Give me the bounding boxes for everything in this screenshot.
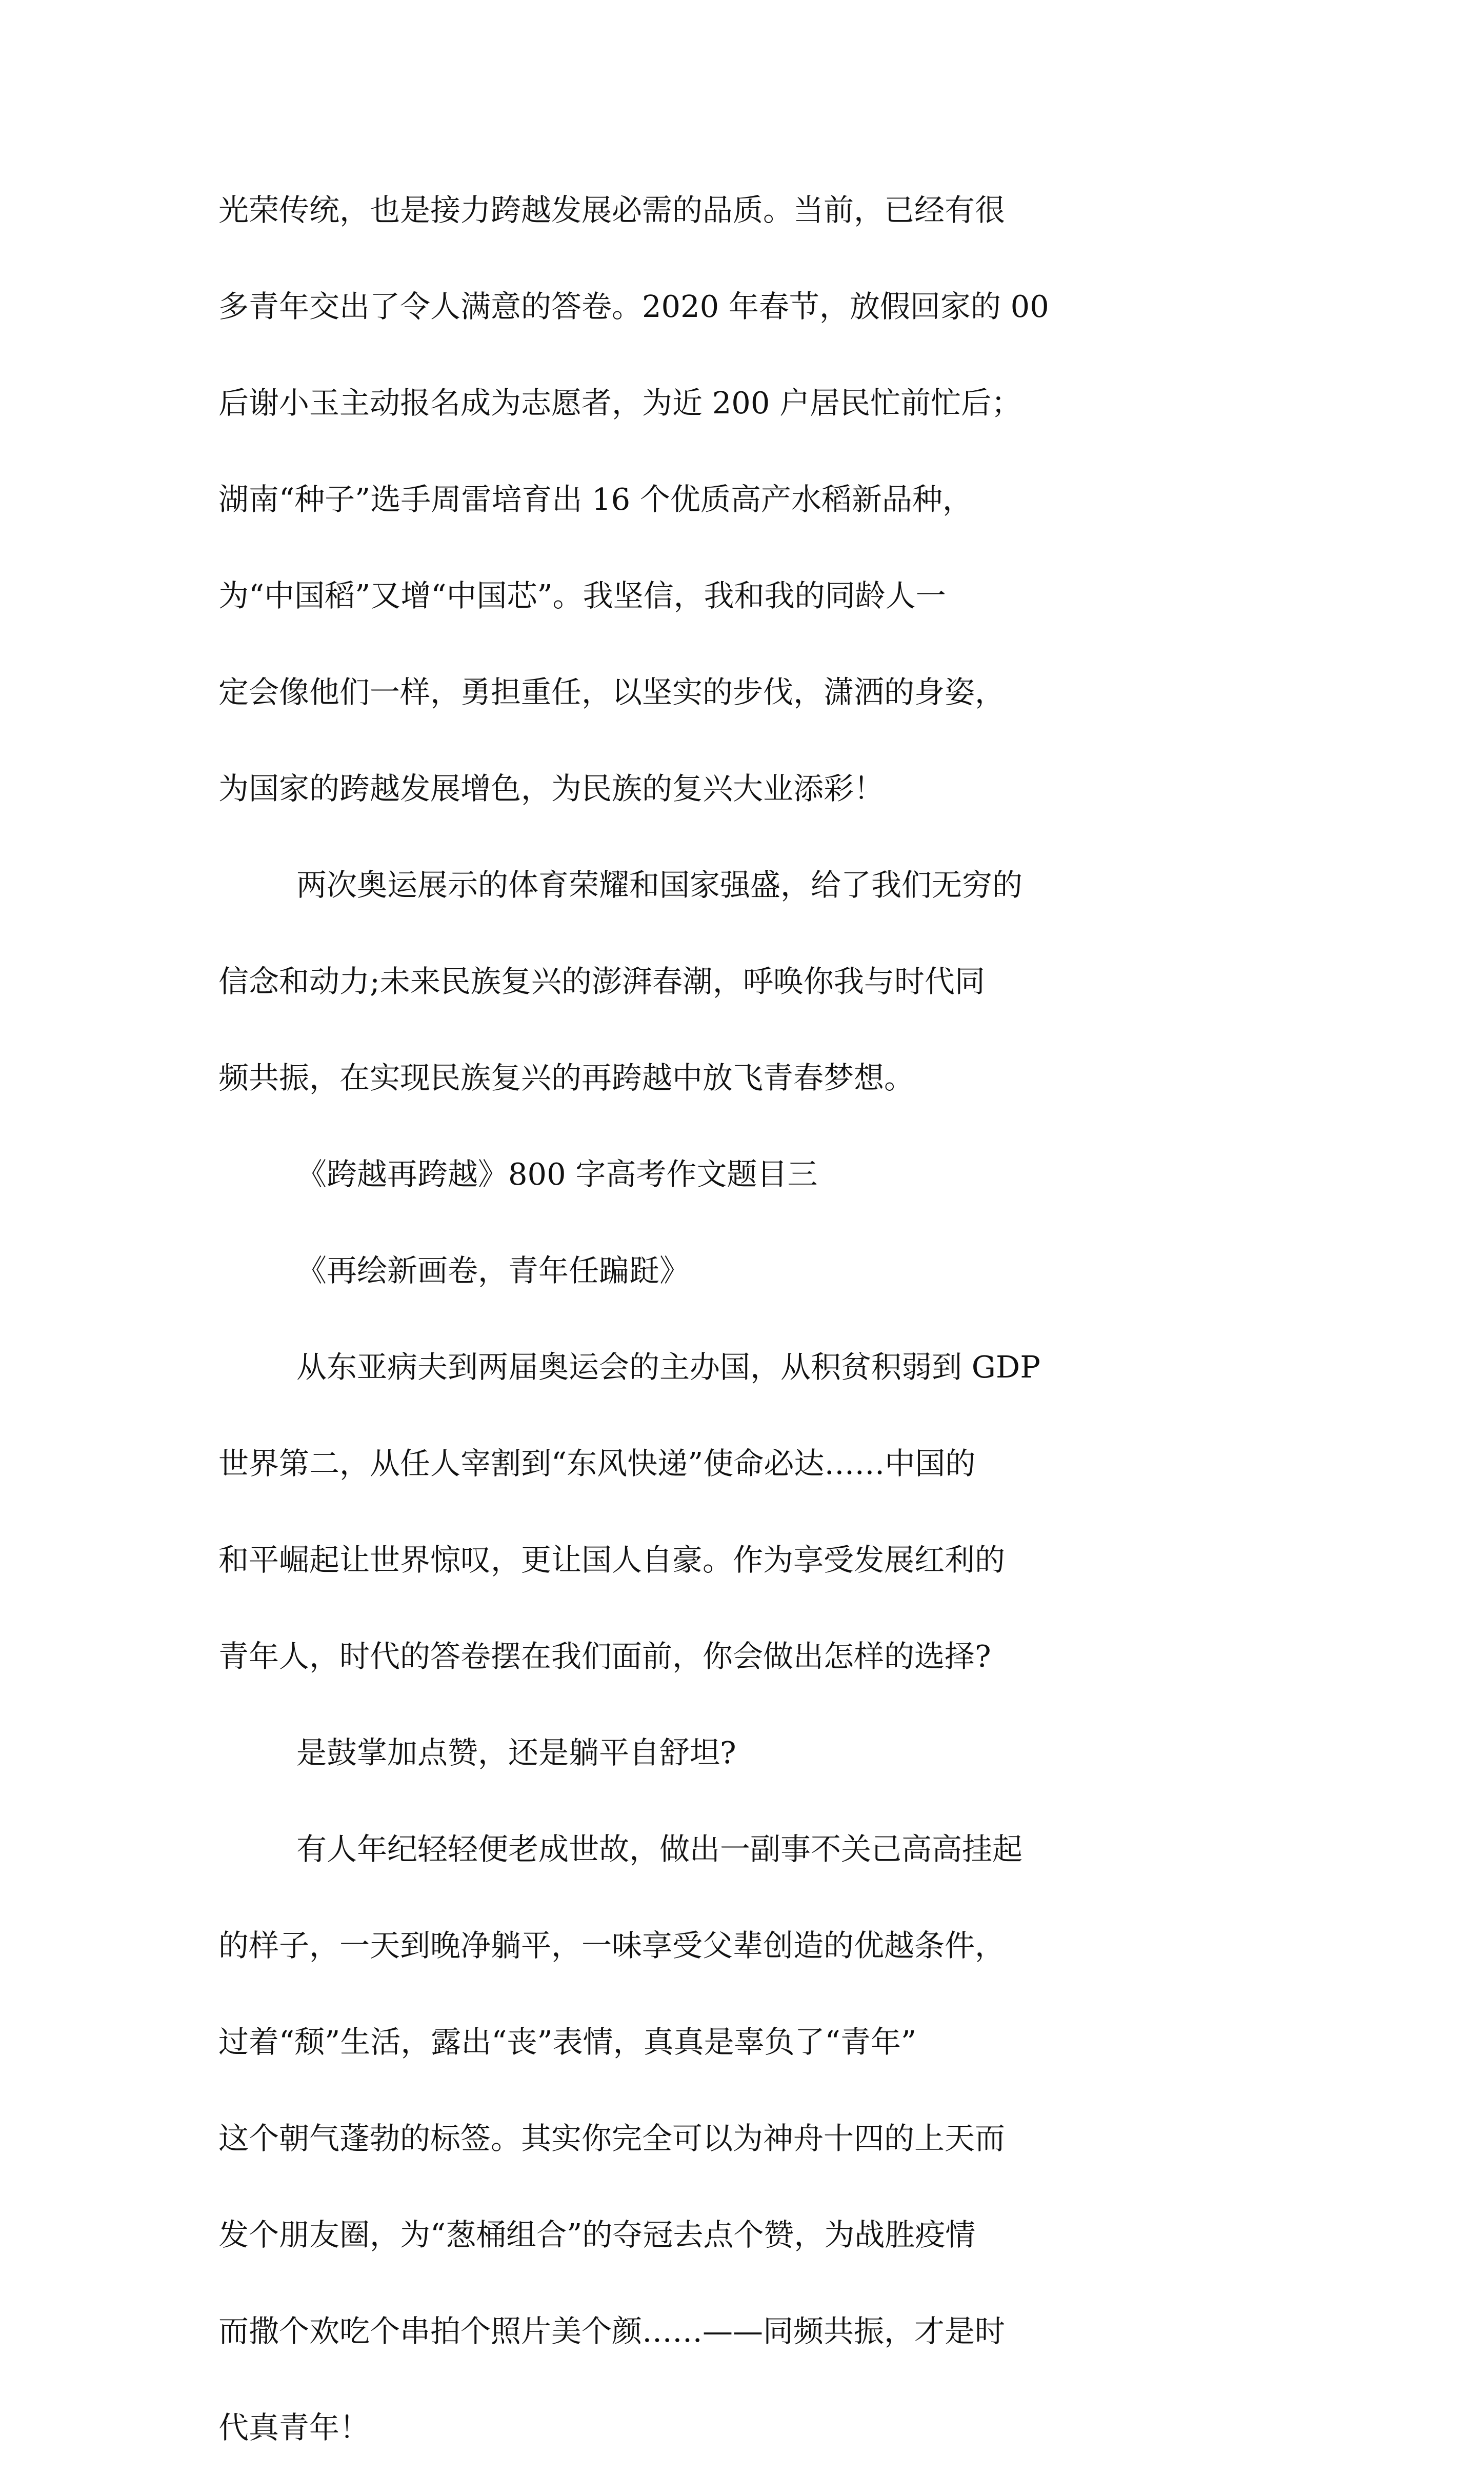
- text-line: 和平崛起让世界惊叹，更让国人自豪。作为享受发展红利的: [218, 1542, 1006, 1578]
- text-line: 多青年交出了令人满意的答卷。2020 年春节，放假回家的 00: [218, 289, 1049, 324]
- text-line: 代真青年！: [218, 2410, 370, 2445]
- essay-paragraph-2: [218, 1705, 1270, 1801]
- text-line: 为国家的跨越发展增色，为民族的复兴大业添彩！: [218, 771, 885, 806]
- text-line: 信念和动力;未来民族复兴的澎湃春潮，呼唤你我与时代同: [218, 964, 985, 999]
- text-line: 的样子，一天到晚净躺平，一味享受父辈创造的优越条件，: [218, 1928, 1006, 1963]
- text-line: 光荣传统，也是接力跨越发展必需的品质。当前，已经有很: [218, 192, 1006, 228]
- essay-paragraph-3: [218, 1801, 1270, 2476]
- text-line: 青年人，时代的答卷摆在我们面前，你会做出怎样的选择?: [218, 1639, 991, 1674]
- text-line: 世界第二，从任人宰割到“东风快递”使命必达……中国的: [218, 1446, 976, 1481]
- essay-heading: 《跨越再跨越》800 字高考作文题目三: [296, 1156, 818, 1192]
- text-line: 定会像他们一样，勇担重任，以坚实的步伐，潇洒的身姿，: [218, 674, 1006, 710]
- text-line: 频共振，在实现民族复兴的再跨越中放飞青春梦想。: [218, 1060, 915, 1095]
- text-line: 两次奥运展示的体育荣耀和国家强盛，给了我们无穷的: [296, 867, 1023, 903]
- text-line: 是鼓掌加点赞，还是躺平自舒坦?: [296, 1735, 736, 1770]
- continuation-paragraph: [218, 162, 1270, 837]
- text-line: 后谢小玉主动报名成为志愿者，为近 200 户居民忙前忙后；: [218, 385, 1022, 421]
- text-line: 为“中国稻”又增“中国芯”。我坚信，我和我的同龄人一: [218, 578, 946, 613]
- essay-paragraph-1: [218, 1319, 1270, 1705]
- text-line: 从东亚病夫到两届奥运会的主办国，从积贫积弱到 GDP: [296, 1349, 1040, 1385]
- text-line: 湖南“种子”选手周雷培育出 16 个优质高产水稻新品种，: [218, 482, 973, 517]
- text-line: 发个朋友圈，为“葱桶组合”的夺冠去点个赞，为战胜疫情: [218, 2217, 976, 2252]
- document-text: [218, 162, 1270, 2476]
- text-line: 过着“颓”生活，露出“丧”表情，真真是辜负了“青年”: [218, 2024, 916, 2060]
- text-line: 有人年纪轻轻便老成世故，做出一副事不关己高高挂起: [296, 1831, 1023, 1867]
- essay-title: 《再绘新画卷，青年任蹁跹》: [296, 1253, 690, 1288]
- olympics-paragraph: [218, 837, 1270, 1126]
- text-line: 这个朝气蓬勃的标签。其实你完全可以为神舟十四的上天而: [218, 2121, 1006, 2156]
- text-line: 而撒个欢吃个串拍个照片美个颜……——同频共振，才是时: [218, 2313, 1006, 2349]
